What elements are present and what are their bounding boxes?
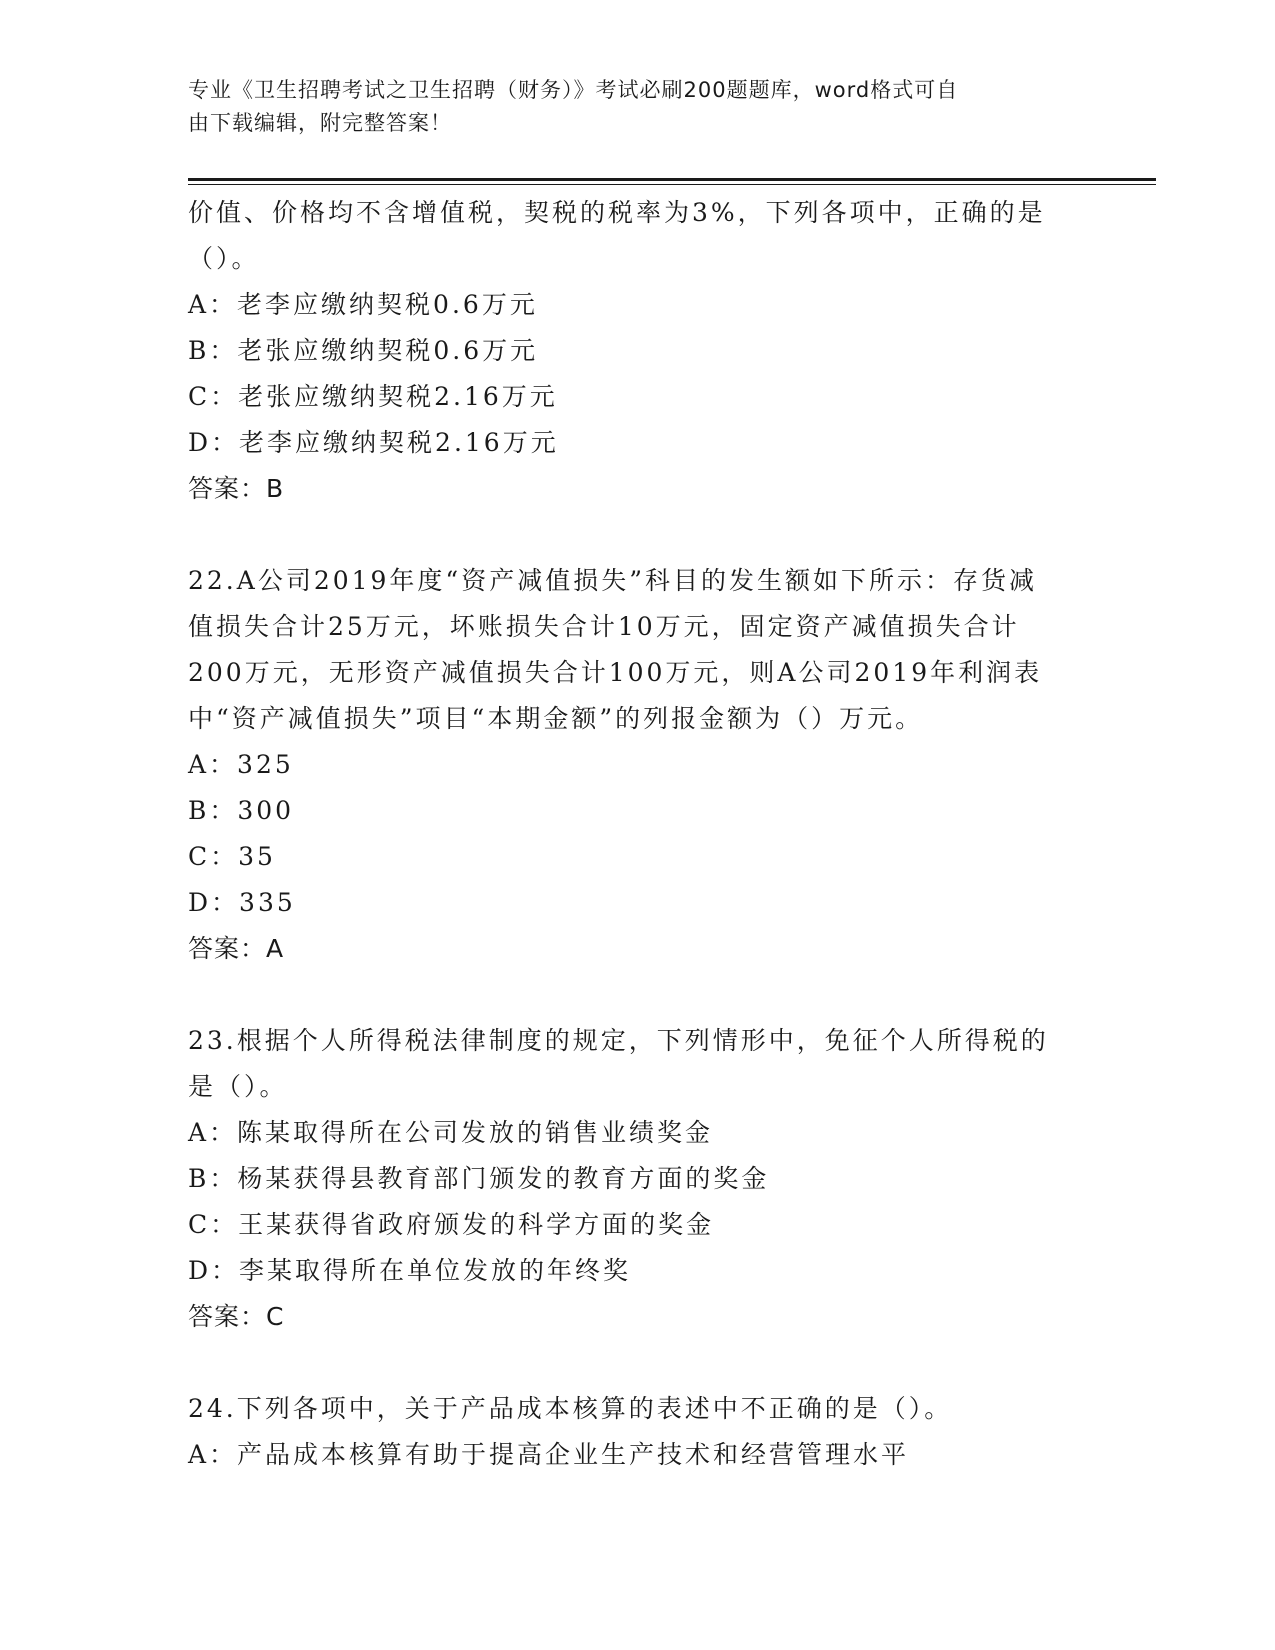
answer: 答案：B (188, 474, 285, 503)
question-stem: 200万元，无形资产减值损失合计100万元，则A公司2019年利润表 (188, 658, 1043, 687)
option-a: A：陈某取得所在公司发放的销售业绩奖金 (188, 1118, 714, 1147)
header-line-1: 专业《卫生招聘考试之卫生招聘（财务）》考试必刷200题题库，word格式可自 (188, 78, 959, 102)
question-spacer (188, 1340, 1088, 1386)
option-b: B：杨某获得县教育部门颁发的教育方面的奖金 (188, 1164, 770, 1193)
question-24 (188, 1386, 1088, 1478)
header-line-2: 由下载编辑，附完整答案！ (188, 111, 452, 135)
option-d: D：老李应缴纳契税2.16万元 (188, 428, 559, 457)
document-header (188, 74, 1078, 140)
answer: 答案：C (188, 1302, 285, 1331)
question-stem: （）。 (188, 244, 260, 273)
question-stem: 是（）。 (188, 1072, 288, 1101)
option-a: A：产品成本核算有助于提高企业生产技术和经营管理水平 (188, 1440, 910, 1469)
question-23 (188, 1018, 1088, 1340)
option-b: B：老张应缴纳契税0.6万元 (188, 336, 539, 365)
option-c: C：35 (188, 842, 276, 871)
header-divider-thin (188, 184, 1156, 185)
option-a: A：老李应缴纳契税0.6万元 (188, 290, 538, 319)
question-stem: 中“资产减值损失”项目“本期金额”的列报金额为（）万元。 (188, 704, 924, 733)
question-stem: 23.根据个人所得税法律制度的规定，下列情形中，免征个人所得税的 (188, 1026, 1049, 1055)
question-stem: 价值、价格均不含增值税，契税的税率为3%，下列各项中，正确的是 (188, 198, 1046, 227)
question-stem: 值损失合计25万元，坏账损失合计10万元，固定资产减值损失合计 (188, 612, 1020, 641)
question-list (188, 190, 1088, 1478)
question-spacer (188, 512, 1088, 558)
option-b: B：300 (188, 796, 295, 825)
answer: 答案：A (188, 934, 285, 963)
option-d: D：李某取得所在单位发放的年终奖 (188, 1256, 632, 1285)
header-divider-thick (188, 178, 1156, 181)
option-c: C：王某获得省政府颁发的科学方面的奖金 (188, 1210, 715, 1239)
question-21 (188, 190, 1088, 512)
option-c: C：老张应缴纳契税2.16万元 (188, 382, 558, 411)
question-22 (188, 558, 1088, 972)
question-spacer (188, 972, 1088, 1018)
question-stem: 22.A公司2019年度“资产减值损失”科目的发生额如下所示：存货减 (188, 566, 1037, 595)
question-stem: 24.下列各项中，关于产品成本核算的表述中不正确的是（）。 (188, 1394, 953, 1423)
option-d: D：335 (188, 888, 296, 917)
option-a: A：325 (188, 750, 294, 779)
